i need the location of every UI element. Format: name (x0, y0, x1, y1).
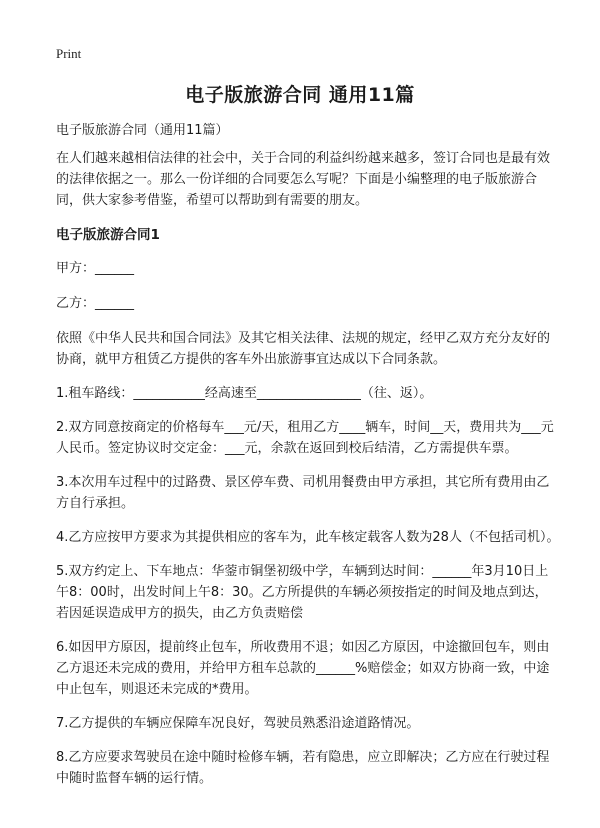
document-title: 电子版旅游合同 通用11篇 (185, 84, 415, 106)
clause-1: 1.租车路线：___________经高速至________________（往、返）。 (56, 386, 433, 401)
intro-paragraph: 在人们越来越相信法律的社会中，关于合同的利益纠纷越来越多，签订合同也是最有效的法律依据之一。那么一份详细的合同要怎么写呢？下面是小编整理的电子版旅游合同，供大家参考借鉴，希望可以帮助到有需要的朋友。 (56, 151, 551, 208)
section-heading: 电子版旅游合同1 (56, 227, 160, 243)
preamble-paragraph: 依照《中华人民共和国合同法》及其它相关法律、法规的规定，经甲乙双方充分友好的协商，就甲方租赁乙方提供的客车外出旅游事宜达成以下合同条款。 (56, 331, 551, 367)
clause-5: 5.双方约定上、下车地点：华蓥市铜堡初级中学，车辆到达时间：______年3月10日上午8：00时，出发时间上午8：30。乙方所提供的车辆必须按指定的时间及地点到达，若因延误造成甲方的损失，由乙方负责赔偿 (56, 564, 549, 621)
clause-2: 2.双方同意按商定的价格每车___元/天，租用乙方____辆车，时间__天，费用共为___元人民币。签定协议时交定金：___元，余款在返回到校后结清，乙方需提供车票。 (56, 420, 554, 456)
document-subtitle: 电子版旅游合同（通用11篇） (56, 123, 229, 138)
party-a-line: 甲方：______ (56, 261, 135, 276)
print-label: Print (56, 46, 82, 61)
clause-8: 8.乙方应要求驾驶员在途中随时检修车辆，若有隐患，应立即解决；乙方应在行驶过程中随时监督车辆的运行情。 (56, 750, 550, 786)
clause-4: 4.乙方应按甲方要求为其提供相应的客车为，此车核定载客人数为28人（不包括司机）。 (56, 530, 560, 545)
document-body (56, 120, 560, 802)
clause-7: 7.乙方提供的车辆应保障车况良好，驾驶员熟悉沿途道路情况。 (56, 716, 420, 731)
party-b-line: 乙方：______ (56, 296, 135, 311)
clause-6: 6.如因甲方原因，提前终止包车，所收费用不退；如因乙方原因，中途撤回包车，则由乙方退还未完成的费用，并给甲方租车总款的______%赔偿金；如双方协商一致，中途中止包车，则退还未完成的*费用。 (56, 640, 550, 697)
clause-3: 3.本次用车过程中的过路费、景区停车费、司机用餐费由甲方承担，其它所有费用由乙方自行承担。 (56, 475, 550, 511)
